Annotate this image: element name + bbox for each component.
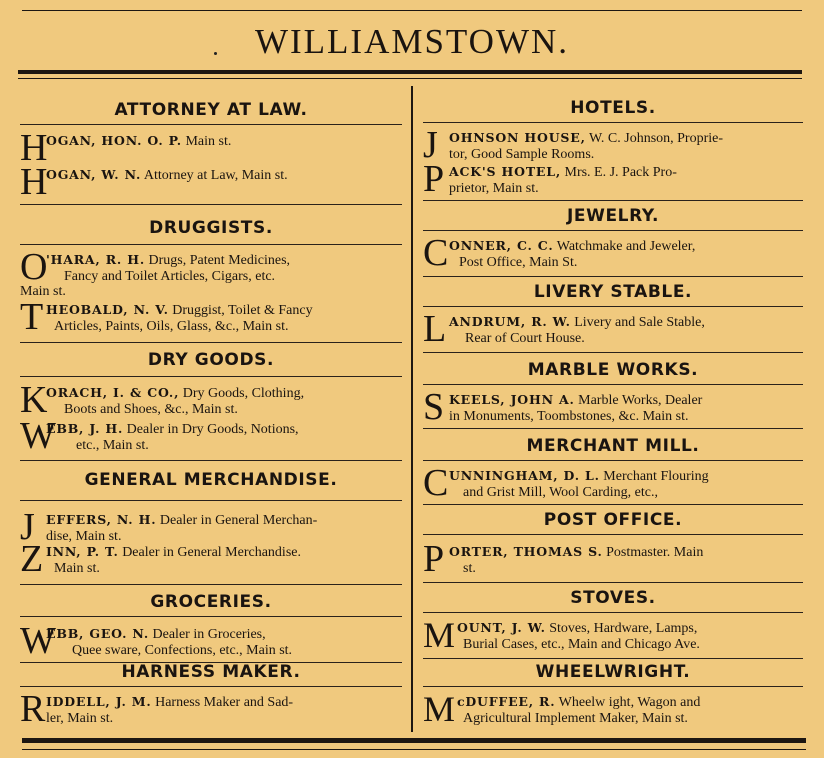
section-heading: HOTELS.: [570, 98, 656, 118]
entry-text: [449, 164, 803, 197]
entry-name: OHNSON HOUSE,: [449, 130, 586, 145]
heading-underline: [423, 306, 803, 307]
entry-line1: Marble Works, Dealer: [574, 393, 703, 408]
entry-line1: Harness Maker and Sad-: [151, 695, 294, 710]
entry-text: [46, 421, 402, 454]
drop-cap: P: [423, 538, 445, 580]
drop-cap: W: [20, 620, 56, 662]
title-rule-thin: [18, 78, 802, 79]
entry-line1: Dealer in Dry Goods, Notions,: [123, 422, 299, 437]
heading-underline: [423, 612, 803, 613]
entry-line1: Dry Goods, Clothing,: [179, 386, 305, 401]
drop-cap: S: [423, 386, 445, 428]
section-rule: [423, 200, 803, 201]
entry-text: [46, 544, 402, 577]
entry-line2: Boots and Shoes, &c., Main st.: [64, 402, 238, 417]
entry-line2: prietor, Main st.: [449, 181, 539, 196]
heading-underline: [423, 534, 803, 535]
drop-cap: Z: [20, 538, 44, 580]
section-heading: ATTORNEY AT LAW.: [114, 100, 308, 120]
page-title: WILLIAMSTOWN.: [254, 22, 570, 61]
section-heading: DRUGGISTS.: [149, 218, 273, 238]
drop-cap: M: [423, 615, 456, 655]
entry-line1: Wheelw ight, Wagon and: [555, 695, 701, 710]
section-heading: STOVES.: [570, 588, 656, 608]
entry-text: [46, 694, 402, 727]
entry-line1: Mrs. E. J. Pack Pro-: [561, 165, 677, 180]
heading-underline: [423, 686, 803, 687]
section-rule: [423, 582, 803, 583]
entry-name: KEELS, JOHN A.: [449, 392, 575, 407]
entry-line2: Articles, Paints, Oils, Glass, &c., Main st.: [54, 319, 289, 334]
entry-line2: Main st.: [54, 561, 100, 576]
heading-underline: [20, 244, 402, 245]
entry-text: [449, 130, 803, 163]
drop-cap: O: [20, 246, 48, 288]
section-heading: WHEELWRIGHT.: [535, 662, 691, 682]
entry-text: [449, 544, 803, 577]
entry-name: UNNINGHAM, D. L.: [449, 468, 600, 483]
section-heading: MERCHANT MILL.: [526, 436, 700, 456]
section-rule: [423, 658, 803, 659]
section-rule: [423, 352, 803, 353]
drop-cap: R: [20, 688, 46, 730]
entry-name: ORACH, I. & CO.,: [46, 385, 180, 400]
section-heading: MARBLE WORKS.: [527, 360, 699, 380]
section-rule: [423, 276, 803, 277]
drop-cap: L: [423, 308, 447, 350]
entry-line2: dise, Main st.: [46, 529, 122, 544]
column-divider: [411, 86, 413, 732]
entry-line1: Main st.: [181, 134, 232, 149]
drop-cap: K: [20, 379, 48, 421]
section-heading: JEWELRY.: [566, 206, 660, 226]
entry-line1: Watchmake and Jeweler,: [553, 239, 696, 254]
drop-cap: H: [20, 127, 48, 169]
entry-line1: Druggist, Toilet & Fancy: [168, 303, 313, 318]
entry-text: [457, 620, 803, 653]
drop-cap: P: [423, 158, 445, 200]
entry-line1: Drugs, Patent Medicines,: [144, 253, 291, 268]
entry-line2: Burial Cases, etc., Main and Chicago Ave.: [463, 637, 700, 652]
bottom-rule-thick: [22, 738, 806, 743]
entry-line1: Dealer in Groceries,: [149, 627, 266, 642]
entry-name: OGAN, HON. O. P.: [46, 133, 182, 148]
section-rule: [20, 204, 402, 205]
top-rule: [22, 10, 802, 11]
entry-text: [46, 626, 402, 659]
entry-tail: Main st.: [20, 284, 66, 299]
entry-line1: Livery and Sale Stable,: [570, 315, 705, 330]
entry-line2: Rear of Court House.: [465, 331, 585, 346]
section-heading: HARNESS MAKER.: [121, 662, 301, 682]
entry-line1: Postmaster. Main: [602, 545, 704, 560]
entry-text: [46, 302, 402, 335]
drop-cap: C: [423, 462, 449, 504]
entry-line1: Attorney at Law, Main st.: [141, 168, 288, 183]
entry-name: ORTER, THOMAS S.: [449, 544, 603, 559]
drop-cap: J: [423, 124, 438, 166]
entry-text: [46, 167, 402, 184]
drop-cap: W: [20, 415, 56, 457]
section-rule: [20, 342, 402, 343]
entry-line2: in Monuments, Toombstones, &c. Main st.: [449, 409, 689, 424]
entry-name: ONNER, C. C.: [449, 238, 554, 253]
entry-line1: Merchant Flouring: [599, 469, 709, 484]
entry-name: OGAN, W. N.: [46, 167, 142, 182]
drop-cap: H: [20, 161, 48, 203]
entry-line2: and Grist Mill, Wool Carding, etc.,: [463, 485, 658, 500]
entry-name: IDDELL, J. M.: [46, 694, 152, 709]
entry-name: cDUFFEE, R.: [457, 694, 556, 709]
entry-text: [46, 512, 402, 545]
section-heading: GENERAL MERCHANDISE.: [84, 470, 338, 490]
entry-text: [46, 385, 402, 418]
entry-name: 'HARA, R. H.: [46, 252, 145, 267]
heading-underline: [20, 616, 402, 617]
entry-line1: Dealer in General Merchandise.: [118, 545, 301, 560]
entry-line2: etc., Main st.: [76, 438, 149, 453]
entry-line2: Agricultural Implement Maker, Main st.: [463, 711, 688, 726]
heading-underline: [20, 124, 402, 125]
entry-text: [46, 252, 402, 285]
entry-line1: W. C. Johnson, Proprie-: [585, 131, 724, 146]
entry-name: OUNT, J. W.: [457, 620, 546, 635]
drop-cap: C: [423, 232, 449, 274]
heading-underline: [423, 230, 803, 231]
entry-name: EBB, GEO. N.: [46, 626, 150, 641]
entry-line2: tor, Good Sample Rooms.: [449, 147, 595, 162]
entry-text: [449, 238, 803, 271]
heading-underline: [20, 686, 402, 687]
heading-underline: [423, 384, 803, 385]
entry-name: EBB, J. H.: [46, 421, 124, 436]
drop-cap: J: [20, 506, 35, 548]
entry-text: [46, 133, 402, 150]
entry-line1: Stoves, Hardware, Lamps,: [545, 621, 698, 636]
entry-name: EFFERS, N. H.: [46, 512, 157, 527]
section-rule: [423, 504, 803, 505]
entry-name: ACK'S HOTEL,: [449, 164, 561, 179]
entry-line2: Quee sware, Confections, etc., Main st.: [72, 643, 293, 658]
entry-text: [449, 468, 803, 501]
entry-line2: Fancy and Toilet Articles, Cigars, etc.: [64, 269, 276, 284]
entry-text: [457, 694, 803, 727]
entry-name: HEOBALD, N. V.: [46, 302, 169, 317]
bottom-rule-thin: [22, 749, 806, 750]
title-rule-thick: [18, 70, 802, 74]
entry-line2: st.: [463, 561, 476, 576]
entry-line2: Post Office, Main St.: [459, 255, 578, 270]
section-rule: [20, 584, 402, 585]
section-heading: DRY GOODS.: [147, 350, 275, 370]
section-heading: GROCERIES.: [150, 592, 272, 612]
section-heading: POST OFFICE.: [543, 510, 683, 530]
drop-cap: M: [423, 689, 456, 729]
entry-text: [449, 314, 803, 347]
section-rule: [423, 428, 803, 429]
heading-underline: [423, 460, 803, 461]
entry-line1: Dealer in General Merchan-: [156, 513, 318, 528]
entry-name: ANDRUM, R. W.: [449, 314, 571, 329]
entry-text: [449, 392, 803, 425]
drop-cap: T: [20, 296, 44, 338]
entry-name: INN, P. T.: [46, 544, 119, 559]
entry-line2: ler, Main st.: [46, 711, 114, 726]
heading-underline: [20, 500, 402, 501]
heading-underline: [20, 376, 402, 377]
section-heading: LIVERY STABLE.: [533, 282, 693, 302]
section-rule: [20, 460, 402, 461]
heading-underline: [423, 122, 803, 123]
